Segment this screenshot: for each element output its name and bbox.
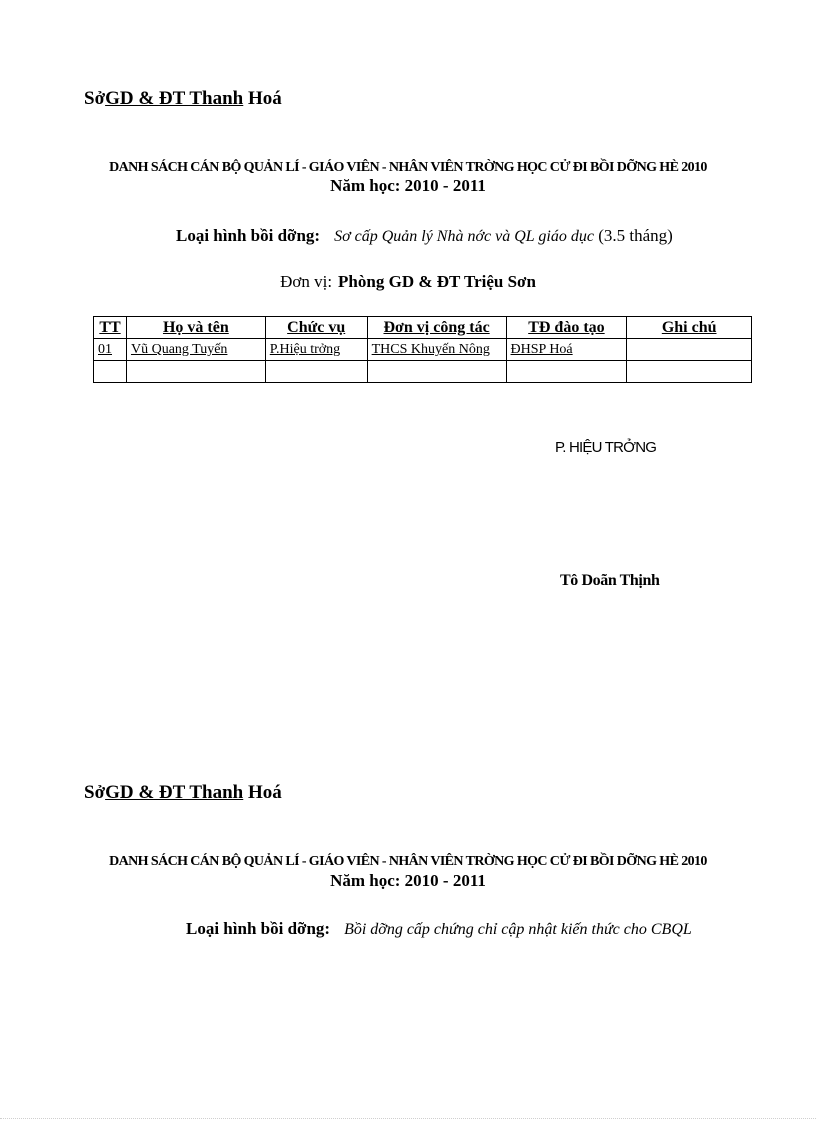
col-header-name: Họ và tên (126, 317, 265, 339)
table-row (94, 361, 752, 383)
dept-suffix: Hoá (248, 88, 282, 109)
col-header-workplace: Đơn vị công tác (367, 317, 506, 339)
cell-workplace (367, 361, 506, 383)
cell-education (506, 361, 627, 383)
table-row (94, 339, 752, 361)
cell-position: P.Hiệu trởng (265, 339, 367, 361)
training-type (176, 226, 673, 246)
table-header-row (94, 317, 752, 339)
col-header-education: TĐ đào tạo (506, 317, 627, 339)
department-header (84, 88, 282, 110)
unit-label: Đơn vị: (280, 272, 333, 291)
cell-name (126, 361, 265, 383)
signature-name: Tô Doãn Thịnh (560, 572, 660, 589)
dept-name: GD & ĐT Thanh (105, 782, 244, 803)
cell-notes (627, 361, 752, 383)
cell-workplace: THCS Khuyến Nông (367, 339, 506, 361)
training-type-value: Bồi dỡng cấp chứng chỉ cập nhật kiến thức cho CBQL (344, 921, 692, 938)
cell-notes (627, 339, 752, 361)
department-header (84, 782, 282, 804)
dept-prefix: Sở (84, 782, 106, 803)
training-type-label: Loại hình bồi dỡng: (186, 919, 331, 938)
document-title: DANH SÁCH CÁN BỘ QUẢN LÍ - GIÁO VIÊN - NHÂN VIÊN TRỜNG HỌC CỬ ĐI BỒI DỠNG HÈ 2010 (109, 160, 707, 175)
col-header-position: Chức vụ (265, 317, 367, 339)
staff-table (93, 316, 752, 383)
dept-suffix: Hoá (248, 782, 282, 803)
training-duration: (3.5 tháng) (598, 226, 673, 245)
cell-position (265, 361, 367, 383)
cell-tt: 01 (94, 339, 127, 361)
page-edge-divider (0, 1118, 816, 1120)
training-type-label: Loại hình bồi dỡng: (176, 226, 321, 245)
col-header-notes: Ghi chú (627, 317, 752, 339)
signature-title: P. HIỆU TRỞNG (555, 439, 657, 456)
col-header-tt: TT (94, 317, 127, 339)
dept-name: GD & ĐT Thanh (105, 88, 244, 109)
cell-tt (94, 361, 127, 383)
unit-value: Phòng GD & ĐT Triệu Sơn (338, 272, 536, 291)
dept-prefix: Sở (84, 88, 106, 109)
school-year: Năm học: 2010 - 2011 (330, 871, 486, 890)
document-title: DANH SÁCH CÁN BỘ QUẢN LÍ - GIÁO VIÊN - NHÂN VIÊN TRỜNG HỌC CỬ ĐI BỒI DỠNG HÈ 2010 (109, 854, 707, 869)
training-type (186, 919, 692, 939)
school-year: Năm học: 2010 - 2011 (330, 176, 486, 195)
training-type-value: Sơ cấp Quản lý Nhà nớc và QL giáo dục (334, 228, 594, 245)
cell-name: Vũ Quang Tuyến (126, 339, 265, 361)
cell-education: ĐHSP Hoá (506, 339, 627, 361)
unit-line (0, 272, 816, 292)
